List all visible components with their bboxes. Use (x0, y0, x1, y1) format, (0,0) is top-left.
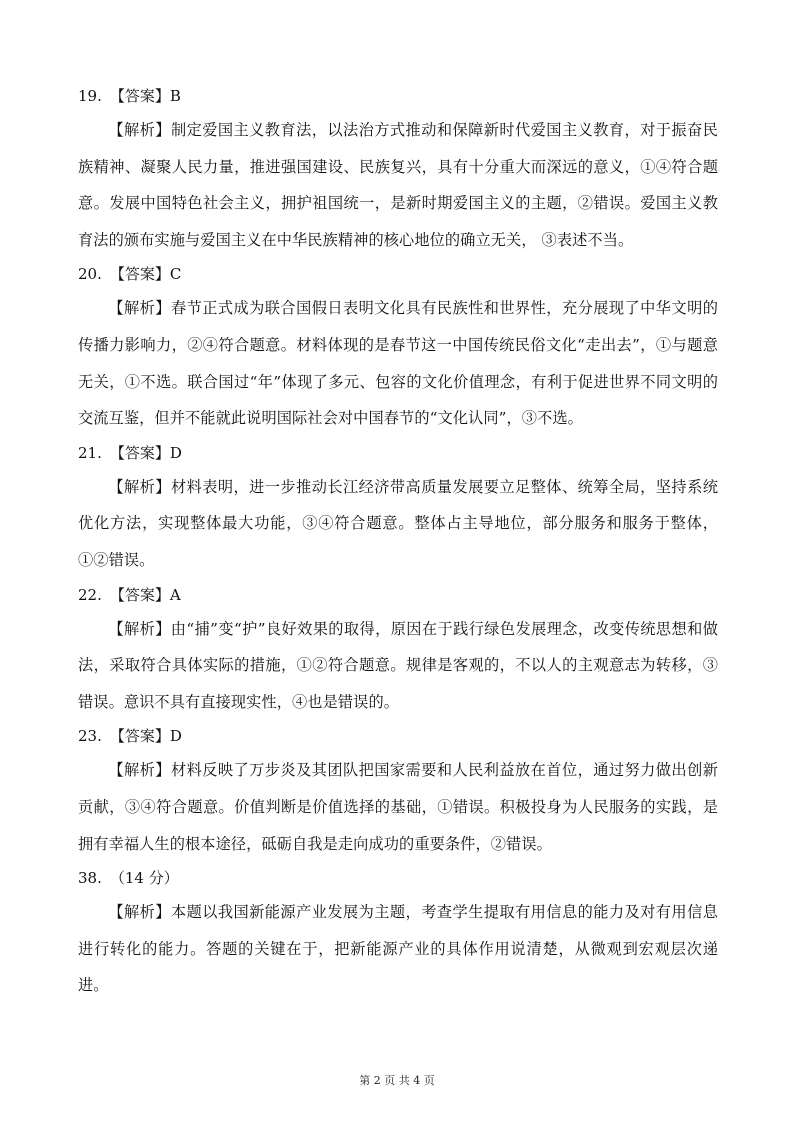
analysis-text: 【解析】材料表明，进一步推动长江经济带高质量发展要立足整体、统筹全局，坚持系统优化方法，实现整体最大功能，③④符合题意。整体占主导地位，部分服务和服务于整体，①②错误。 (78, 477, 718, 569)
question-header (78, 260, 718, 288)
page-number-footer: 第 2 页 共 4 页 (359, 1074, 435, 1087)
question-number: 38. (78, 869, 102, 888)
question-23 (78, 722, 718, 862)
answer-label: 【答案】B (109, 87, 181, 105)
score-label: （14 分） (109, 869, 179, 888)
analysis-text: 【解析】制定爱国主义教育法，以法治方式推动和保障新时代爱国主义教育，对于振奋民族精神、凝聚人民力量，推进强国建设、民族复兴，具有十分重大而深远的意义，①④符合题意。发展中国特色社会主义，拥护祖国统一，是新时期爱国主义的主题，②错误。爱国主义教育法的颁布实施与爱国主义在中华民族精神的核心地位的确立无关， ③表述不当。 (78, 121, 718, 249)
question-header (78, 722, 718, 750)
question-header (78, 439, 718, 467)
question-20 (78, 260, 718, 436)
answer-label: 【答案】D (109, 443, 182, 462)
answer-section (78, 82, 718, 1006)
question-number: 20. (78, 265, 102, 284)
question-header (78, 581, 718, 609)
question-header (78, 864, 718, 892)
question-19 (78, 82, 718, 258)
analysis-text: 【解析】本题以我国新能源产业发展为主题，考查学生提取有用信息的能力及对有用信息进行转化的能力。答题的关键在于，把新能源产业的具体作用说清楚，从微观到宏观层次递进。 (78, 903, 718, 995)
analysis-text: 【解析】由“捕”变“护”良好效果的取得，原因在于践行绿色发展理念，改变传统思想和做法，采取符合具体实际的措施，①②符合题意。规律是客观的，不以人的主观意志为转移，③错误。意识不具有直接现实性，④也是错误的。 (78, 619, 718, 711)
question-number: 19. (78, 87, 102, 105)
answer-label: 【答案】D (109, 727, 182, 746)
question-number: 23. (78, 727, 102, 746)
question-22 (78, 581, 718, 721)
question-21 (78, 439, 718, 579)
question-number: 22. (78, 585, 102, 604)
answer-label: 【答案】C (109, 265, 182, 284)
question-header (78, 82, 718, 110)
analysis-text: 【解析】材料反映了万步炎及其团队把国家需要和人民利益放在首位，通过努力做出创新贡献，③④符合题意。价值判断是价值选择的基础，①错误。积极投身为人民服务的实践，是拥有幸福人生的根本途径，砥砺自我是走向成功的重要条件，②错误。 (78, 761, 718, 853)
analysis-text: 【解析】春节正式成为联合国假日表明文化具有民族性和世界性，充分展现了中华文明的传播力影响力，②④符合题意。材料体现的是春节这一中国传统民俗文化“走出去”，①与题意无关，①不选。联合国过“年”体现了多元、包容的文化价值理念，有利于促进世界不同文明的交流互鉴，但并不能就此说明国际社会对中国春节的“文化认同”，③不选。 (78, 299, 718, 428)
question-number: 21. (78, 443, 102, 462)
question-38 (78, 864, 718, 1004)
answer-label: 【答案】A (109, 585, 181, 604)
